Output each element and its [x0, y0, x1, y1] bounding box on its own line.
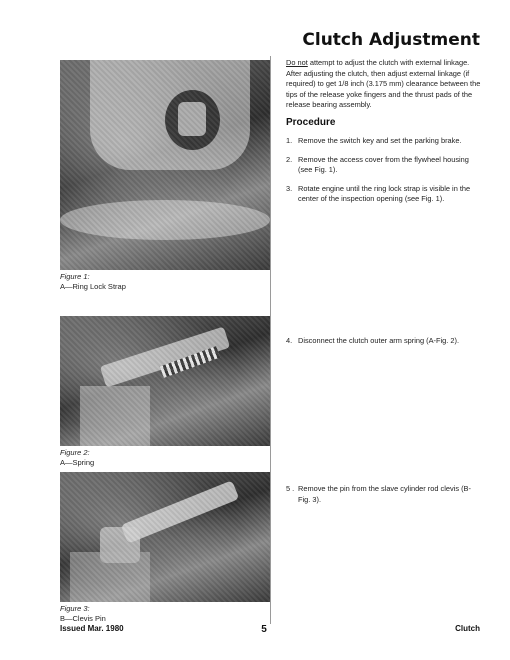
figure-1-photo: [60, 60, 270, 270]
procedure-step-4: [286, 336, 482, 355]
procedure-step: [286, 484, 482, 505]
intro-text: attempt to adjust the clutch with external linkage. After adjusting the clutch, then adjust external linkage (if required) to get 1/8 inch (3.175 mm) clearance between the tips of the release yoke fingers and the thrust pads of the release bearing assembly.: [286, 58, 481, 109]
figure-3-caption: [60, 604, 106, 624]
intro-paragraph: [286, 58, 482, 111]
step-number: 1.: [286, 136, 293, 145]
figure-3-photo: [60, 472, 270, 602]
flywheel-housing-shape: [90, 60, 250, 170]
inspection-opening-shape: [165, 90, 220, 150]
footer-page-number: 5: [261, 624, 267, 635]
step-number: 4.: [286, 336, 293, 345]
step-text: Disconnect the clutch outer arm spring (A-Fig. 2).: [298, 336, 460, 345]
page-title: Clutch Adjustment: [302, 30, 480, 50]
step-number: 3.: [286, 183, 293, 193]
warning-text: Do not: [286, 58, 308, 67]
step-text: Remove the access cover from the flywheel housing (see Fig. 1).: [298, 154, 469, 174]
spring-shape: [160, 346, 220, 378]
footer-section-name: Clutch: [455, 624, 480, 633]
figure-1-caption: [60, 272, 126, 292]
column-divider: [270, 56, 271, 624]
figure-3-label: Figure 3:: [60, 604, 90, 613]
footer-issued-date: Issued Mar. 1980: [60, 624, 124, 633]
clevis-shape: [100, 527, 140, 563]
procedure-steps-list: [286, 136, 482, 213]
figure-3-legend: B—Clevis Pin: [60, 614, 106, 623]
clutch-arm-shape: [100, 326, 230, 387]
figure-1-legend: A—Ring Lock Strap: [60, 282, 126, 291]
step-text: Remove the pin from the slave cylinder rod clevis (B-Fig. 3).: [298, 484, 471, 504]
step-number: 5 .: [286, 484, 295, 493]
bracket-shape: [70, 552, 150, 602]
bracket-shape: [80, 386, 150, 446]
flywheel-edge-shape: [60, 200, 270, 240]
figure-2-caption: [60, 448, 94, 468]
figure-1-label: Figure 1:: [60, 272, 90, 281]
figure-2-photo: [60, 316, 270, 446]
procedure-step: [286, 184, 482, 205]
ring-lock-strap-shape: [178, 102, 206, 136]
step-text: Rotate engine until the ring lock strap is visible in the center of the inspection opening (see Fig. 1).: [298, 183, 471, 203]
step-text: Remove the switch key and set the parking brake.: [298, 136, 462, 145]
figure-2-legend: A—Spring: [60, 458, 95, 467]
procedure-step: [286, 155, 482, 176]
slave-cylinder-rod-shape: [121, 480, 240, 543]
figure-2-label: Figure 2:: [60, 448, 90, 457]
procedure-heading: Procedure: [286, 117, 336, 128]
step-number: 2.: [286, 154, 293, 164]
procedure-step: [286, 336, 482, 347]
procedure-step-5: [286, 484, 482, 513]
procedure-step: [286, 136, 482, 147]
